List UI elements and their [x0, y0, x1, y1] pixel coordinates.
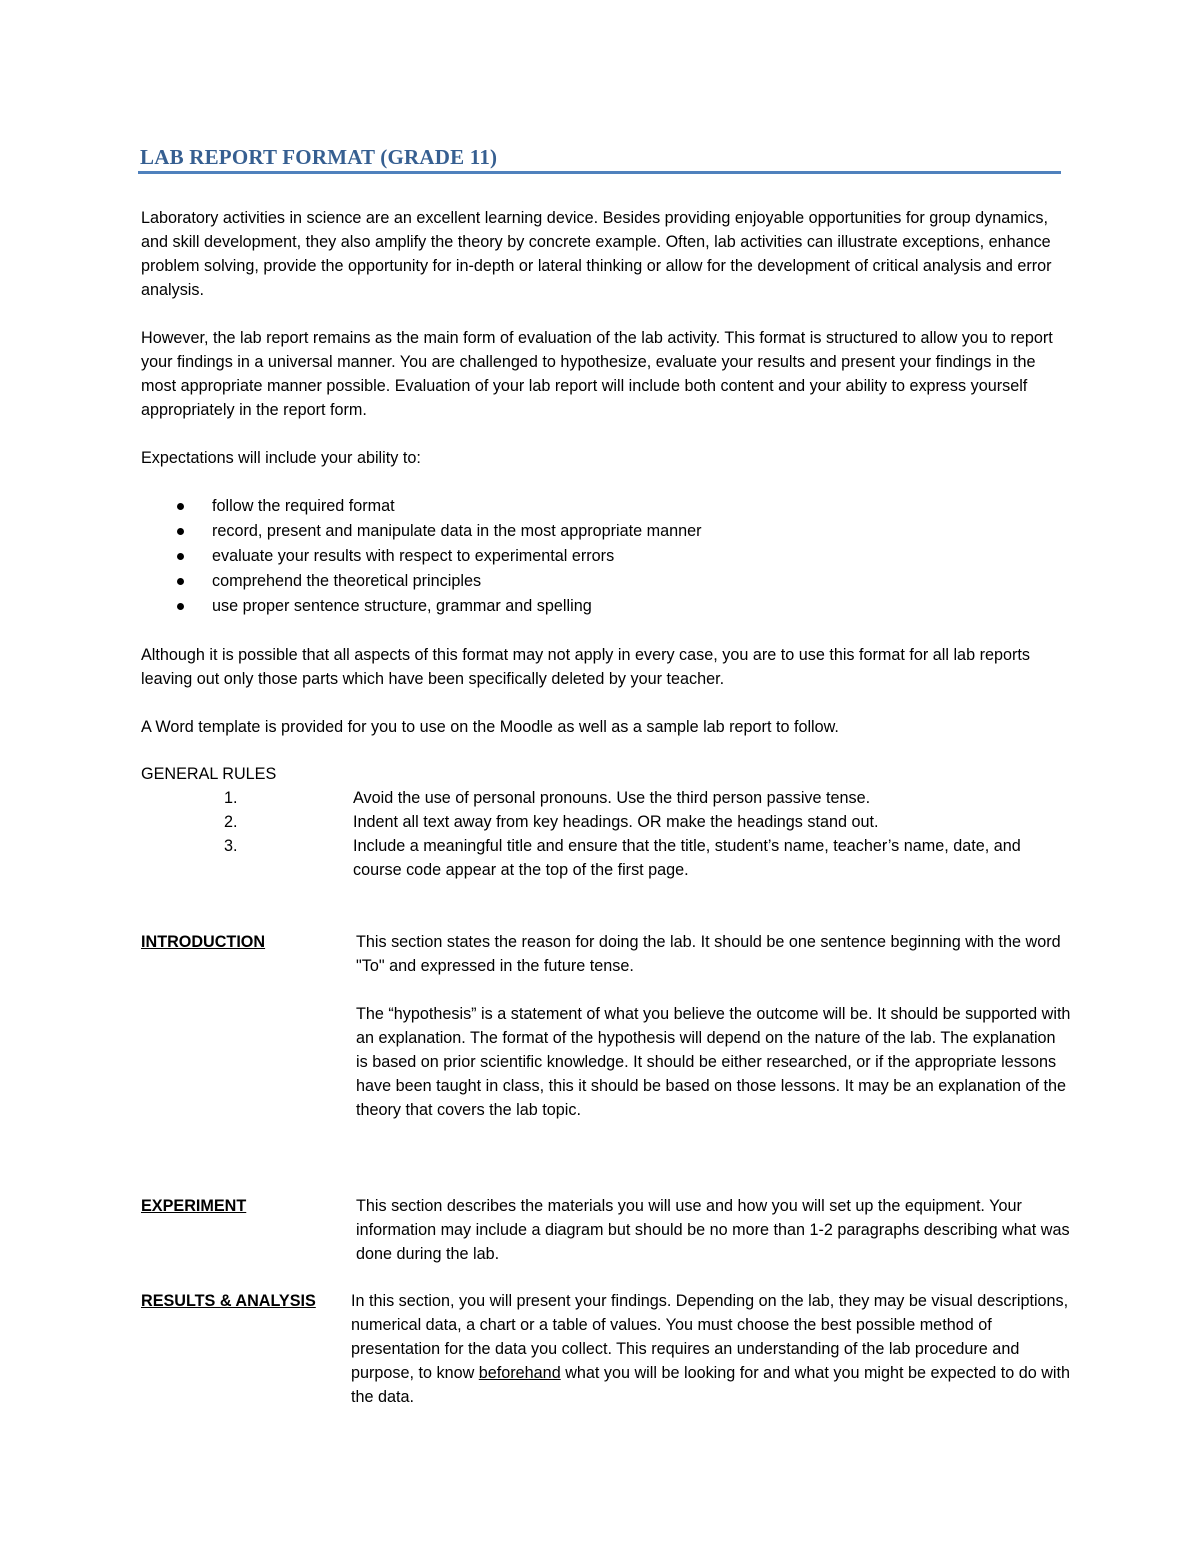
- experiment-heading: EXPERIMENT: [141, 1197, 247, 1215]
- word-template-paragraph: A Word template is provided for you to use on the Moodle as well as a sample lab report to follow.: [141, 718, 839, 736]
- bullet-icon: [177, 503, 184, 510]
- list-item: [141, 544, 1041, 569]
- list-item: [141, 569, 1041, 594]
- bullet-icon: [177, 553, 184, 560]
- rule-text: Include a meaningful title and ensure that the title, student’s name, teacher’s name, date, and course code appear at the top of the first page.: [353, 837, 1021, 879]
- expectations-lead-in: Expectations will include your ability to:: [141, 449, 421, 467]
- introduction-hypothesis-text: The “hypothesis” is a statement of what you believe the outcome will be. It should be supported with an explanation. The format of the hypothesis will depend on the nature of the lab. The explanation is based on prior scientific knowledge. It should be either researched, or if the appropriate lessons have been taught in class, this it should be based on those lessons. It may be an explanation of the theory that covers the lab topic.: [356, 1005, 1071, 1119]
- list-item: [141, 594, 1041, 619]
- rule-text: Avoid the use of personal pronouns. Use the third person passive tense.: [353, 789, 871, 807]
- rule-number: 1.: [224, 789, 238, 807]
- general-rules-heading: GENERAL RULES: [141, 765, 277, 783]
- rule-number: 2.: [224, 813, 238, 831]
- list-item: [141, 519, 1041, 544]
- expectations-list: [141, 494, 1041, 619]
- list-item-text: follow the required format: [212, 497, 395, 515]
- bullet-icon: [177, 603, 184, 610]
- list-item-text: use proper sentence structure, grammar and spelling: [212, 597, 592, 615]
- list-item-text: comprehend the theoretical principles: [212, 572, 482, 590]
- format-applicability-paragraph: Although it is possible that all aspects of this format may not apply in every case, you are to use this format for all lab reports leaving out only those parts which have been specifically deleted by your teacher.: [141, 646, 1030, 688]
- results-analysis-text: [351, 1289, 1071, 1409]
- rule-number: 3.: [224, 837, 238, 855]
- bullet-icon: [177, 528, 184, 535]
- introduction-purpose-text: This section states the reason for doing the lab. It should be one sentence beginning with the word "To" and expressed in the future tense.: [356, 933, 1061, 975]
- intro-paragraph-1: Laboratory activities in science are an excellent learning device. Besides providing enjoyable opportunities for group dynamics, and skill development, they also amplify the theory by concrete example. Often, lab activities can illustrate exceptions, enhance problem solving, provide the opportunity for in-depth or lateral thinking or allow for the development of critical analysis and error analysis.: [141, 209, 1052, 299]
- document-title: LAB REPORT FORMAT (GRADE 11): [140, 145, 498, 169]
- rule-text: Indent all text away from key headings. OR make the headings stand out.: [353, 813, 879, 831]
- results-analysis-heading: RESULTS & ANALYSIS: [141, 1292, 316, 1310]
- list-item: [141, 494, 1041, 519]
- intro-paragraph-2: However, the lab report remains as the main form of evaluation of the lab activity. This format is structured to allow you to report your findings in a universal manner. You are challenged to hypothesize, evaluate your results and present your findings in the most appropriate manner possible. Evaluation of your lab report will include both content and your ability to express yourself appropriately in the report form.: [141, 329, 1053, 419]
- introduction-heading: INTRODUCTION: [141, 933, 266, 951]
- experiment-text: This section describes the materials you will use and how you will set up the equipment. Your information may include a diagram but should be no more than 1-2 paragraphs describing what was done during the lab.: [356, 1197, 1070, 1263]
- title-underline-rule: [138, 171, 1061, 174]
- list-item-text: record, present and manipulate data in the most appropriate manner: [212, 522, 702, 540]
- results-emphasis-word: beforehand: [478, 1364, 561, 1382]
- list-item-text: evaluate your results with respect to experimental errors: [212, 547, 615, 565]
- results-text-part-2: what you will be looking for and what you might be expected to do with the data.: [351, 1364, 1071, 1406]
- bullet-icon: [177, 578, 184, 585]
- results-text-part-1: In this section, you will present your findings. Depending on the lab, they may be visual descriptions, numerical data, a chart or a table of values. You must choose the best possible method of presentation for the data you collect. This requires an understanding of the lab procedure and purpose, to know: [351, 1292, 1069, 1382]
